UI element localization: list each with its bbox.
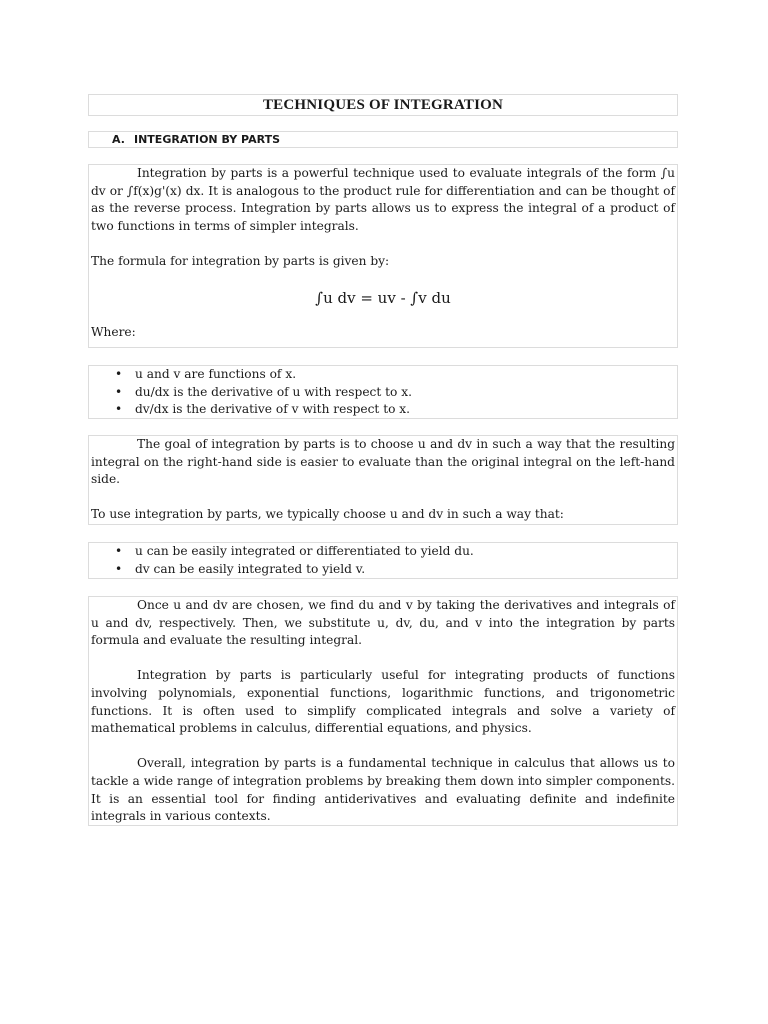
choices-list [89,543,677,578]
goal-paragraph: The goal of integration by parts is to choose u and dv in such a way that the resulting integral on the right-hand side is easier to evaluate than the original integral on the left-hand side. [91,437,675,487]
goal-block [88,435,678,525]
formula: ∫u dv = uv - ∫v du [315,288,451,307]
body-paragraph: Integration by parts is particularly useful for integrating products of functions involving polynomials, exponential functions, logarithmic functions, and trigonometric functions. It is often used to simplify complicated integrals and solve a variety of mathematical problems in calculus, differential equations, and physics. [91,668,675,736]
closing-block [88,596,678,826]
definitions-block [88,365,678,419]
choose-intro-text: To use integration by parts, we typically choose u and dv in such a way that: [91,507,564,522]
body-paragraph: Once u and dv are chosen, we find du and v by taking the derivatives and integrals of u and dv, respectively. Then, we substitute u, dv, du, and v into the integration by parts formula and evaluate the resulting integral. [91,598,675,648]
section-heading [89,132,677,147]
where-label: Where: [91,324,136,339]
list-item: • u and v are functions of x. [89,366,677,384]
list-item: • u can be easily integrated or differentiated to yield du. [89,543,677,561]
section-heading-block [88,131,678,148]
list-item: • du/dx is the derivative of u with respect to x. [89,384,677,402]
section-letter: A. [112,133,125,146]
formula-intro-text: The formula for integration by parts is given by: [91,253,390,268]
section-label: INTEGRATION BY PARTS [134,133,281,146]
list-item: • dv can be easily integrated to yield v. [89,561,677,579]
choices-block [88,542,678,579]
definitions-list [89,366,677,419]
intro-paragraph: Integration by parts is a powerful technique used to evaluate integrals of the form ∫u dv or ∫f(x)g'(x) dx. It is analogous to the product rule for differentiation and can be thought of as the reverse process. Integration by parts allows us to express the integral of a product of two functions in terms of simpler integrals. [91,166,675,233]
document-title: TECHNIQUES OF INTEGRATION [262,97,504,113]
list-item: • dv/dx is the derivative of v with respect to x. [89,401,677,419]
body-paragraph: Overall, integration by parts is a fundamental technique in calculus that allows us to tackle a wide range of integration problems by breaking them down into simpler components. It is an essential tool for finding antiderivatives and evaluating definite and indefinite integrals in various contexts. [91,756,675,824]
intro-block [88,164,678,348]
title-block [88,94,678,116]
